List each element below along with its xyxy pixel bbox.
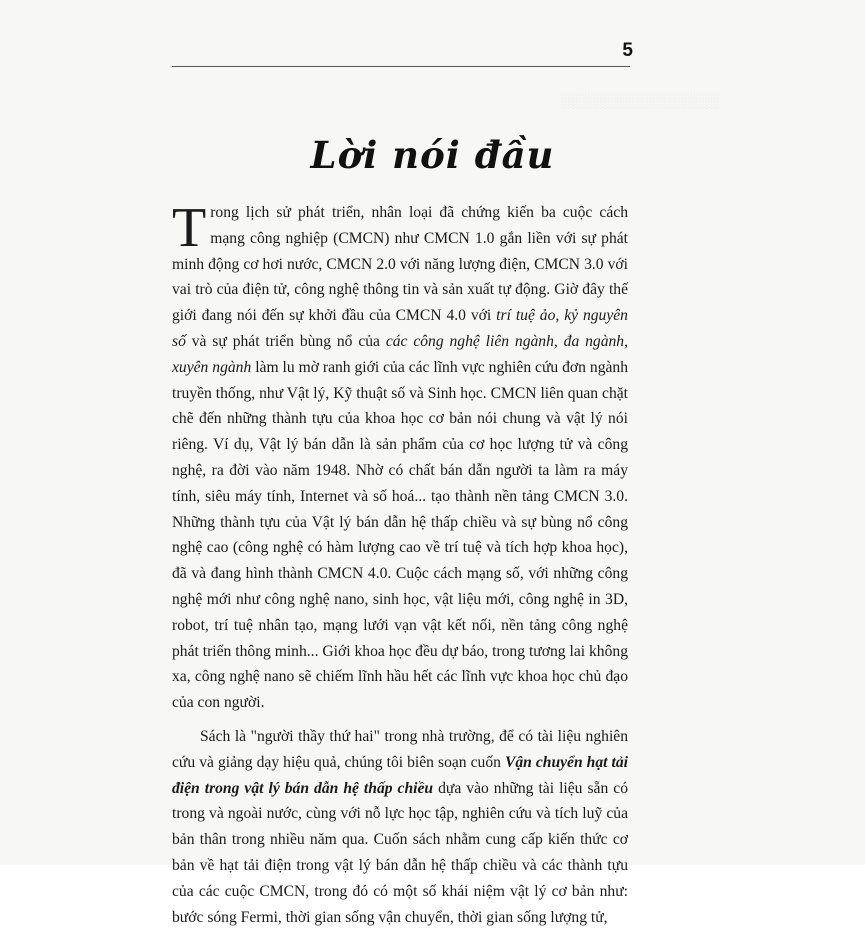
bleed-through-texture: ░░░░░░░░░░░░░░░ xyxy=(560,93,720,109)
paragraph-2-text-a: Sách là "người thầy thứ hai" trong nhà trường, để có tài liệu nghiên cứu và giảng dạy hiệu quả, chúng tôi biên soạn cuốn xyxy=(172,727,628,771)
paragraph-2-text-b: dựa vào những tài liệu sẵn có trong và ngoài nước, cùng với nỗ lực học tập, nghiên cứu và tích luỹ của bản thân trong nhiều năm qua. Cuốn sách nhằm cung cấp kiến thức cơ bản về hạt tải điện trong vật lý bán dẫn hệ thấp chiều và các thành tựu của các cuộc CMCN, trong đó có một số khái niệm vật lý cơ bản như: bước sóng Fermi, thời gian sống vận chuyển, thời gian sống lượng tử, xyxy=(172,779,628,926)
paragraph-1-italic-1: trí tuệ ảo, kỷ nguyên số xyxy=(172,307,628,350)
paragraph-1-text-b: và sự phát triển bùng nổ của xyxy=(185,332,386,350)
header-rule xyxy=(172,66,630,67)
paragraph-1-text-a: rong lịch sử phát triển, nhân loại đã chứng kiến ba cuộc cách mạng công nghiệp (CMCN) như CMCN 1.0 gắn liền với sự phát minh động cơ hơi nước, CMCN 2.0 với năng lượng điện, CMCN 3.0 với vai trò của điện tử, công nghệ thông tin và sản xuất tự động. Giờ đây thế giới đang nói đến sự khởi đầu của CMCN 4.0 với xyxy=(172,204,628,325)
book-title: Vận chuyển hạt tải điện trong vật lý bán dẫn hệ thấp chiều xyxy=(172,753,628,797)
paragraph-2 xyxy=(172,724,628,930)
paragraph-1-italic-2: các công nghệ liên ngành, đa ngành, xuyên ngành xyxy=(172,332,628,376)
drop-cap: T xyxy=(172,197,207,259)
page-number: 5 xyxy=(622,40,633,61)
paragraph-1 xyxy=(172,197,629,716)
page-title: Lời nói đầu xyxy=(310,133,555,177)
paragraph-1-text-c: làm lu mờ ranh giới của các lĩnh vực nghiên cứu đơn ngành truyền thống, như Vật lý, Kỹ thuật số và Sinh học. CMCN liên quan chặt chẽ đến những thành tựu của khoa học cơ bản nói chung và vật lý nói riêng. Ví dụ, Vật lý bán dẫn là sản phẩm của cơ học lượng tử và công nghệ, ra đời vào năm 1948. Nhờ có chất bán dẫn người ta làm ra máy tính, siêu máy tính, Internet và số hoá... tạo thành nền tảng CMCN 3.0. Những thành tựu của Vật lý bán dẫn hệ thấp chiều và sự bùng nổ công nghệ cao (công nghệ có hàm lượng cao về trí tuệ và tích hợp khoa học), đã và đang hình thành CMCN 4.0. Cuộc cách mạng số, với những công nghệ mới như công nghệ nano, sinh học, vật liệu mới, công nghệ in 3D, robot, trí tuệ nhân tạo, mạng lưới vạn vật kết nối, nền tảng công nghệ phát triển thông minh... Giới khoa học đều dự báo, trong tương lai không xa, công nghệ nano sẽ chiếm lĩnh hầu hết các lĩnh vực khoa học chủ đạo của con người. xyxy=(172,358,629,712)
body-text xyxy=(172,197,629,930)
